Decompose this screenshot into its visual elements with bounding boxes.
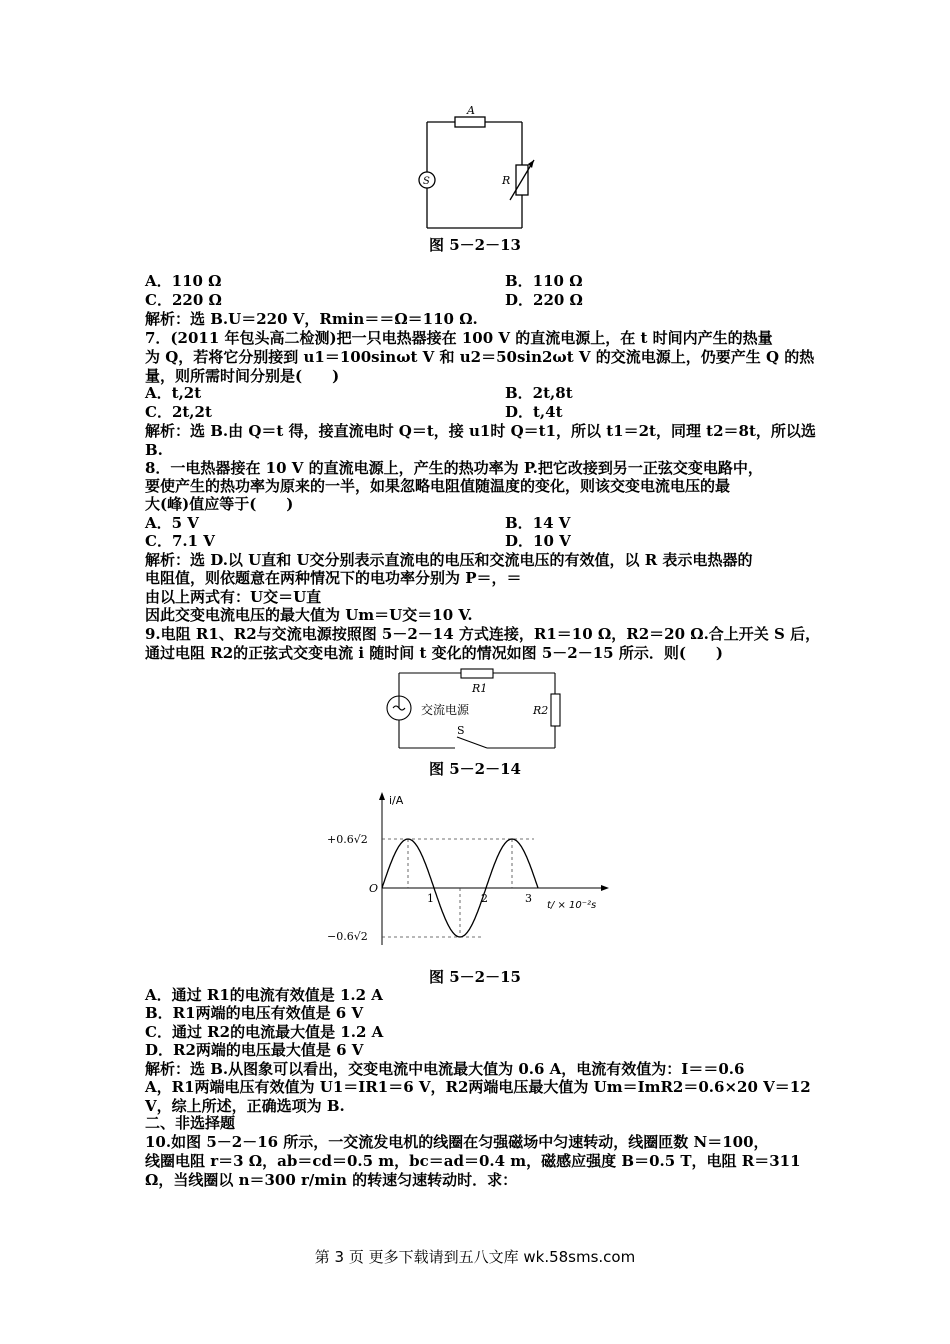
option: B．2t,8t xyxy=(505,384,573,402)
question-text: 7．(2011 年包头高二检测)把一只电热器接在 100 V 的直流电源上，在 t 时间内产生的热量 xyxy=(145,329,773,347)
option: B．14 V xyxy=(505,514,571,532)
solution-text: A，R1两端电压有效值为 U1＝IR1＝6 V，R2两端电压最大值为 Um＝ImR2＝0.6×20 V＝12 xyxy=(145,1078,811,1096)
option: B．R1两端的电压有效值是 6 V xyxy=(145,1004,364,1022)
figure-caption: 图 5－2－13 xyxy=(429,236,521,254)
solution-text: 电阻值，则依题意在两种情况下的电功率分别为 P＝，＝ xyxy=(145,569,522,587)
x-tick-label: 1 xyxy=(427,892,434,905)
figure-caption: 图 5－2－15 xyxy=(429,968,521,986)
solution-text: V，综上所述，正确选项为 B. xyxy=(145,1097,345,1115)
question-text: 10.如图 5－2－16 所示，一交流发电机的线圈在匀强磁场中匀速转动，线圈匝数 N＝100， xyxy=(145,1133,769,1151)
figure-caption: 图 5－2－14 xyxy=(429,760,521,778)
x-axis-label: t/ × 10⁻²s xyxy=(547,900,597,911)
y-axis-arrow xyxy=(379,792,385,800)
question-text: 量，则所需时间分别是( ) xyxy=(145,367,340,385)
option: D．R2两端的电压最大值是 6 V xyxy=(145,1041,364,1059)
solution-text: B. xyxy=(145,441,163,459)
section-heading: 二、非选择题 xyxy=(145,1114,236,1132)
solution-text: 解析：选 D.以 U直和 U交分别表示直流电的电压和交流电压的有效值，以 R 表示电热器的 xyxy=(145,551,753,569)
r1-label: R1 xyxy=(472,682,488,695)
solution-text: 因此交变电流电压的最大值为 Um＝U交＝10 V. xyxy=(145,606,473,624)
origin-label: O xyxy=(369,882,379,895)
option: A．t,2t xyxy=(145,384,202,402)
solution-text: 解析：选 B.由 Q＝t 得，接直流电时 Q＝t，接 u1时 Q＝t1，所以 t1＝2t，同理 t2＝8t，所以选 xyxy=(145,422,816,440)
switch-label: S xyxy=(457,724,465,737)
option: A．5 V xyxy=(145,514,199,532)
y-max-label: +0.6√2 xyxy=(327,833,368,846)
option: C．7.1 V xyxy=(145,532,215,550)
question-text: 8．一电热器接在 10 V 的直流电源上，产生的热功率为 P.把它改接到另一正弦交变电路中， xyxy=(145,459,763,477)
solution-text: 解析：选 B.U＝220 V，Rmin＝＝Ω＝110 Ω. xyxy=(145,310,478,328)
option: A．通过 R1的电流有效值是 1.2 A xyxy=(145,986,383,1004)
option: C．220 Ω xyxy=(145,291,222,309)
option: D．220 Ω xyxy=(505,291,583,309)
option: A．110 Ω xyxy=(145,272,222,290)
source-label: S xyxy=(423,176,430,187)
x-tick-label: 3 xyxy=(525,892,532,905)
option: D．t,4t xyxy=(505,403,563,421)
source-text: 交流电源 xyxy=(421,703,470,717)
ammeter-label: A xyxy=(467,104,475,117)
question-text: Ω，当线圈以 n＝300 r/min 的转速匀速转动时．求： xyxy=(145,1171,518,1189)
y-min-label: −0.6√2 xyxy=(327,930,368,943)
resistor-label: R xyxy=(502,174,511,187)
current-time-chart xyxy=(325,790,625,950)
question-text: 要使产生的热功率为原来的一半，如果忽略电阻值随温度的变化，则该交变电流电压的最 xyxy=(145,477,731,495)
page-footer: 第 3 页 更多下载请到五八文库 wk.58sms.com xyxy=(314,1248,636,1266)
question-text: 为 Q，若将它分别接到 u1＝100sinωt V 和 u2＝50sin2ωt V 的交流电源上，仍要产生 Q 的热 xyxy=(145,348,815,366)
x-axis-arrow xyxy=(601,885,609,891)
option: B．110 Ω xyxy=(505,272,583,290)
option: D．10 V xyxy=(505,532,571,550)
circuit-figure-13 xyxy=(410,104,540,235)
question-text: 线圈电阻 r＝3 Ω，ab＝cd＝0.5 m，bc＝ad＝0.4 m，磁感应强度 B＝0.5 T，电阻 R＝311 xyxy=(145,1152,801,1170)
question-text: 通过电阻 R2的正弦式交变电流 i 随时间 t 变化的情况如图 5－2－15 所示．则( ) xyxy=(145,644,724,662)
solution-text: 由以上两式有：U交＝U直 xyxy=(145,588,322,606)
solution-text: 解析：选 B.从图象可以看出，交变电流中电流最大值为 0.6 A，电流有效值为：I＝＝0.6 xyxy=(145,1060,745,1078)
question-text: 9.电阻 R1、R2与交流电源按照图 5－2－14 方式连接，R1＝10 Ω，R2＝20 Ω.合上开关 S 后， xyxy=(145,625,821,643)
x-tick-label: 2 xyxy=(481,892,488,905)
y-axis-label: i/A xyxy=(389,794,404,807)
option: C．通过 R2的电流最大值是 1.2 A xyxy=(145,1023,384,1041)
circuit-figure-14 xyxy=(385,668,565,753)
question-text: 大(峰)值应等于( ) xyxy=(145,495,294,513)
r2-label: R2 xyxy=(533,704,549,717)
option: C．2t,2t xyxy=(145,403,212,421)
